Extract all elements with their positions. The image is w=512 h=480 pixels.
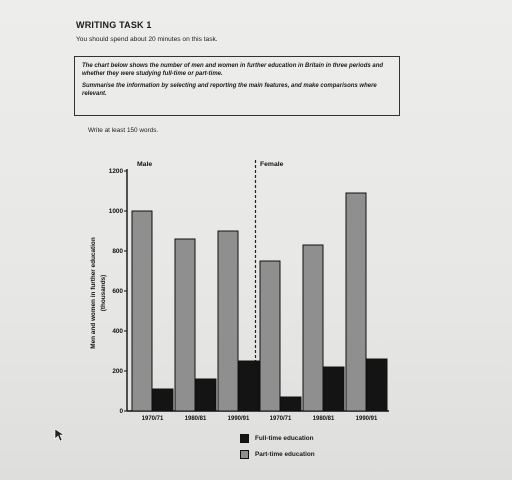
task-title: WRITING TASK 1 [76, 20, 152, 30]
panel-title: Male [137, 161, 153, 168]
bar-part-time [303, 245, 323, 411]
x-tick-label: 1970/71 [269, 416, 292, 422]
time-note: You should spend about 20 minutes on this task. [76, 36, 218, 43]
legend-label-part-time: Part-time education [255, 450, 315, 458]
y-tick-label: 600 [112, 288, 123, 295]
bar-part-time [260, 261, 280, 411]
y-tick-label: 1000 [108, 208, 123, 215]
y-tick-label: 0 [119, 408, 123, 415]
bar-full-time [324, 367, 344, 411]
bar-full-time [196, 379, 216, 411]
legend-item-part-time [240, 446, 315, 462]
bar-full-time [239, 361, 259, 411]
panel-title: Female [260, 161, 284, 168]
legend-label-full-time: Full-time education [255, 434, 314, 442]
x-tick-label: 1990/91 [227, 416, 250, 422]
legend-item-full-time [240, 430, 315, 446]
bar-part-time [346, 193, 366, 411]
mouse-pointer-icon [54, 428, 68, 444]
prompt-instruction: Summarise the information by selecting and reporting the main features, and make comparisons where relevant. [82, 83, 377, 97]
legend-swatch-full-time [240, 434, 249, 443]
bar-part-time [132, 211, 152, 411]
x-tick-label: 1990/91 [355, 416, 378, 422]
bar-full-time [153, 389, 173, 411]
x-tick-label: 1980/81 [184, 416, 207, 422]
bar-full-time [281, 397, 301, 411]
y-tick-label: 200 [112, 368, 123, 375]
bar-part-time [175, 239, 195, 411]
y-tick-label: 1200 [108, 168, 123, 175]
y-tick-label: 400 [112, 328, 123, 335]
bar-full-time [367, 359, 387, 411]
chart-legend [240, 430, 315, 462]
word-count-instruction: Write at least 150 words. [88, 127, 159, 134]
y-axis-label: Men and women in further education [90, 237, 97, 349]
prompt-description: The chart below shows the number of men and women in further education in Britain in three periods and whether they were studying full-time or part-time. [82, 63, 384, 77]
legend-swatch-part-time [240, 450, 249, 459]
y-axis-unit-label: (thousands) [100, 274, 107, 312]
x-tick-label: 1970/71 [141, 416, 164, 422]
y-tick-label: 800 [112, 248, 123, 255]
bar-part-time [218, 231, 238, 411]
x-tick-label: 1980/81 [312, 416, 335, 422]
